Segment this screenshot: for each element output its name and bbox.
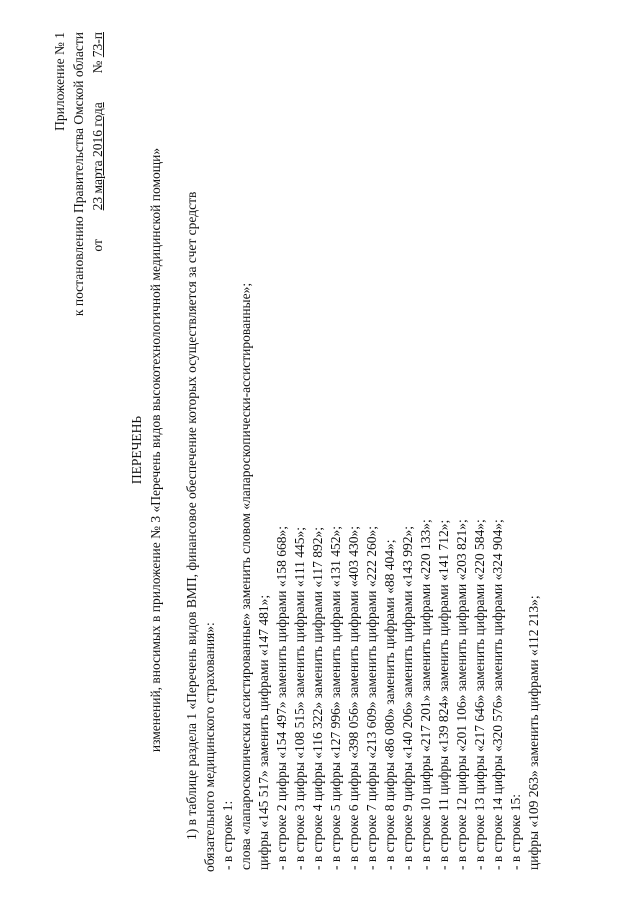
list-item: цифры «109 263» заменить цифрами «112 213»; xyxy=(526,595,541,870)
appendix-number: Приложение № 1 xyxy=(52,32,67,131)
list-item: - в строке 7 цифры «213 609» заменить цифрами «222 260»; xyxy=(364,526,379,870)
list-item: - в строке 1: xyxy=(220,800,235,870)
list-item: - в строке 6 цифры «398 056» заменить цифрами «403 430»; xyxy=(346,526,361,870)
list-item: - в строке 8 цифры «86 080» заменить цифрами «88 404»; xyxy=(382,539,397,870)
list-item: - в строке 3 цифры «108 515» заменить цифрами «111 445»; xyxy=(292,527,307,870)
list-item: - в строке 12 цифры «201 106» заменить цифрами «203 821»; xyxy=(454,519,469,870)
list-item: цифры «145 517» заменить цифрами «147 481»; xyxy=(256,594,271,870)
intro-paragraph-line1: 1) в таблице раздела 1 «Перечень видов ВМП, финансовое обеспечение которых осуществляется за счет средств xyxy=(184,191,199,840)
number-label: № xyxy=(90,60,105,74)
from-label: от xyxy=(90,239,105,252)
intro-paragraph-line2: обязательного медицинского страхования»: xyxy=(202,622,217,872)
list-item: слова «лапароскопически ассистированные» заменить словом «лапароскопически-ассистированные»; xyxy=(238,282,253,870)
list-item: - в строке 13 цифры «217 646» заменить цифрами «220 584»; xyxy=(472,519,487,870)
decree-date-number xyxy=(91,32,105,580)
list-item: - в строке 10 цифры «217 201» заменить цифрами «220 133»; xyxy=(418,519,433,870)
document-heading: ПЕРЕЧЕНЬ xyxy=(129,415,144,485)
list-item: - в строке 2 цифры «154 497» заменить цифрами «158 668»; xyxy=(274,526,289,870)
list-item: - в строке 15: xyxy=(508,793,523,870)
document-subtitle: изменений, вносимых в приложение № 3 «Перечень видов высокотехнологичной медицинской помощи» xyxy=(148,147,163,753)
list-item: - в строке 9 цифры «140 206» заменить цифрами «143 992»; xyxy=(400,526,415,870)
decree-date: 23 марта 2016 года xyxy=(90,102,105,211)
rotated-document-page xyxy=(48,20,588,880)
list-item: - в строке 4 цифры «116 322» заменить цифрами «117 892»; xyxy=(310,527,325,870)
list-item: - в строке 14 цифры «320 576» заменить цифрами «324 904»; xyxy=(490,519,505,870)
decree-reference: к постановлению Правительства Омской области xyxy=(71,32,86,317)
decree-number: 73-п xyxy=(90,32,105,58)
list-item: - в строке 11 цифры «139 824» заменить цифрами «141 712»; xyxy=(436,519,451,870)
list-item: - в строке 5 цифры «127 996» заменить цифрами «131 452»; xyxy=(328,526,343,870)
